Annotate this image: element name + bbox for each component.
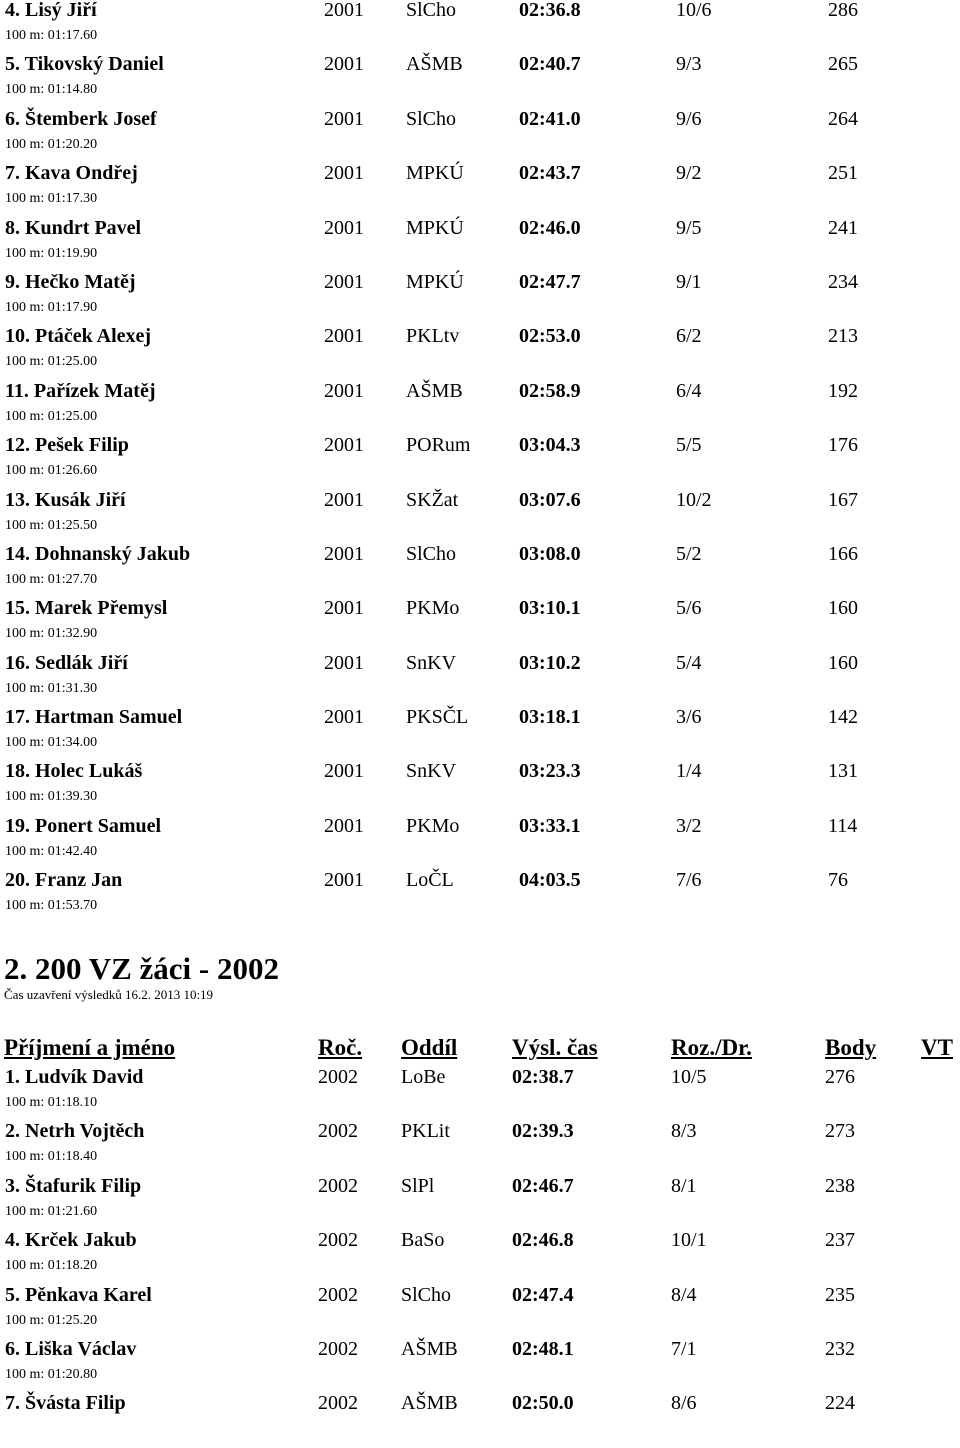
split-time: 100 m: 01:20.80 [5, 1366, 98, 1382]
club-code: PKLtv [406, 325, 460, 348]
birth-year: 2002 [318, 1283, 358, 1306]
points: 235 [825, 1283, 855, 1306]
club-code: PKLit [401, 1120, 450, 1143]
name-text: Holec Lukáš [35, 760, 143, 783]
rank: 4. [5, 1229, 20, 1252]
header-vt: VT [921, 1035, 953, 1060]
rank: 7. [5, 1392, 20, 1415]
points: 251 [828, 162, 858, 185]
points: 264 [828, 107, 858, 130]
birth-year: 2001 [324, 869, 364, 892]
name-text: Franz Jan [35, 869, 123, 892]
heat-lane: 8/6 [671, 1392, 697, 1415]
heat-lane: 10/1 [671, 1229, 707, 1252]
split-time: 100 m: 01:17.30 [5, 191, 98, 207]
name-text: Hečko Matěj [25, 270, 136, 293]
name-text: Hartman Samuel [35, 706, 183, 729]
section-title: 2. 200 VZ žáci - 2002 [4, 951, 279, 986]
birth-year: 2002 [318, 1392, 358, 1415]
club-code: AŠMB [401, 1392, 458, 1415]
header-time: Výsl. čas [512, 1035, 598, 1060]
header-points: Body [825, 1035, 877, 1060]
result-row [0, 870, 960, 924]
result-row [0, 1393, 960, 1447]
swimmer-name [5, 1393, 126, 1413]
heat-lane: 9/5 [676, 216, 702, 239]
points: 192 [828, 379, 858, 402]
swimmer-name [5, 1285, 152, 1305]
result-time: 02:36.8 [519, 0, 581, 21]
result-row [0, 1230, 960, 1284]
heat-lane: 8/3 [671, 1120, 697, 1143]
rank: 19. [5, 814, 30, 837]
club-code: SKŽat [406, 488, 459, 511]
split-time: 100 m: 01:26.60 [5, 463, 98, 479]
club-code: AŠMB [401, 1337, 458, 1360]
result-row [0, 381, 960, 435]
club-code: AŠMB [406, 379, 463, 402]
birth-year: 2001 [324, 597, 364, 620]
result-time: 02:43.7 [519, 162, 581, 185]
swimmer-name [5, 1339, 136, 1359]
name-text: Netrh Vojtěch [25, 1120, 145, 1143]
birth-year: 2001 [324, 814, 364, 837]
club-code: SlCho [406, 107, 457, 130]
swimmer-name [5, 490, 126, 510]
heat-lane: 9/6 [676, 107, 702, 130]
club-code: MPKÚ [406, 162, 464, 185]
heat-lane: 3/6 [676, 706, 702, 729]
name-text: Marek Přemysl [35, 597, 168, 620]
result-row [0, 435, 960, 489]
result-time: 03:23.3 [519, 760, 581, 783]
swimmer-name [5, 870, 122, 890]
points: 232 [825, 1337, 855, 1360]
result-time: 02:48.1 [512, 1337, 574, 1360]
club-code: SlCho [406, 542, 457, 565]
rank: 18. [5, 760, 30, 783]
birth-year: 2002 [318, 1066, 358, 1088]
heat-lane: 5/5 [676, 434, 702, 457]
club-code: SlCho [406, 0, 457, 21]
points: 166 [828, 542, 858, 565]
result-time: 02:41.0 [519, 107, 581, 130]
heat-lane: 5/6 [676, 597, 702, 620]
club-code: PKMo [406, 814, 460, 837]
name-text: Pařízek Matěj [33, 379, 156, 402]
rank: 17. [5, 706, 30, 729]
heat-lane: 10/5 [671, 1066, 707, 1088]
swimmer-name [5, 653, 128, 673]
heat-lane: 6/4 [676, 379, 702, 402]
name-text: Štafurik Filip [25, 1174, 142, 1197]
points: 234 [828, 270, 858, 293]
result-row [0, 54, 960, 108]
swimmer-name [5, 435, 129, 455]
swimmer-name [5, 544, 190, 564]
result-time: 03:33.1 [519, 814, 581, 837]
result-time: 03:18.1 [519, 706, 581, 729]
split-time: 100 m: 01:19.90 [5, 245, 98, 261]
rank: 2. [5, 1120, 20, 1143]
club-code: SnKV [406, 651, 457, 674]
swimmer-name [5, 1121, 144, 1141]
split-time: 100 m: 01:18.20 [5, 1258, 98, 1274]
birth-year: 2001 [324, 107, 364, 130]
result-time: 03:04.3 [519, 434, 581, 457]
rank: 3. [5, 1174, 20, 1197]
birth-year: 2002 [318, 1337, 358, 1360]
points: 276 [825, 1066, 855, 1088]
birth-year: 2001 [324, 0, 364, 21]
header-year: Roč. [318, 1035, 363, 1060]
points: 238 [825, 1174, 855, 1197]
club-code: SlPl [401, 1174, 435, 1197]
points: 142 [828, 706, 858, 729]
swimmer-name [5, 326, 151, 346]
result-time: 02:46.8 [512, 1229, 574, 1252]
club-code: BaSo [401, 1229, 445, 1252]
swimmer-name [5, 1176, 141, 1196]
split-time: 100 m: 01:17.60 [5, 28, 98, 43]
header-club: Oddíl [401, 1035, 458, 1060]
name-text: Ptáček Alexej [35, 325, 152, 348]
result-time: 03:08.0 [519, 542, 581, 565]
result-time: 02:40.7 [519, 53, 581, 76]
points: 237 [825, 1229, 855, 1252]
heat-lane: 9/3 [676, 53, 702, 76]
swimmer-name [5, 163, 138, 183]
split-time: 100 m: 01:25.20 [5, 1312, 98, 1328]
name-text: Pešek Filip [35, 434, 129, 457]
points: 160 [828, 651, 858, 674]
birth-year: 2001 [324, 434, 364, 457]
heat-lane: 9/1 [676, 270, 702, 293]
swimmer-name [5, 109, 157, 129]
points: 167 [828, 488, 858, 511]
result-time: 02:39.3 [512, 1120, 574, 1143]
results-closing-time: Čas uzavření výsledků 16.2. 2013 10:19 [4, 987, 214, 1002]
name-text: Kusák Jiří [35, 488, 126, 511]
results-block-2002 [0, 1067, 960, 1448]
points: 241 [828, 216, 858, 239]
birth-year: 2001 [324, 542, 364, 565]
result-time: 02:50.0 [512, 1392, 574, 1415]
heat-lane: 5/4 [676, 651, 702, 674]
result-row [0, 218, 960, 272]
name-text: Krček Jakub [25, 1229, 137, 1252]
split-time: 100 m: 01:14.80 [5, 82, 98, 98]
result-time: 02:58.9 [519, 379, 581, 402]
split-time: 100 m: 01:18.10 [5, 1095, 98, 1110]
points: 273 [825, 1120, 855, 1143]
heat-lane: 1/4 [676, 760, 702, 783]
rank: 5. [5, 1283, 20, 1306]
points: 224 [825, 1392, 855, 1415]
result-row [0, 653, 960, 707]
points: 176 [828, 434, 858, 457]
rank: 1. [5, 1066, 20, 1088]
result-row [0, 1067, 960, 1121]
rank: 15. [5, 597, 30, 620]
birth-year: 2001 [324, 53, 364, 76]
points: 76 [828, 869, 848, 892]
club-code: SnKV [406, 760, 457, 783]
name-text: Švásta Filip [25, 1392, 126, 1415]
club-code: PKSČL [406, 706, 469, 729]
header-heat: Roz./Dr. [671, 1035, 752, 1060]
result-time: 03:10.2 [519, 651, 581, 674]
swimmer-name [5, 218, 141, 238]
name-text: Kava Ondřej [25, 162, 138, 185]
birth-year: 2002 [318, 1120, 358, 1143]
result-row [0, 490, 960, 544]
club-code: MPKÚ [406, 270, 464, 293]
club-code: LoČL [406, 869, 454, 892]
result-row [0, 109, 960, 163]
club-code: LoBe [401, 1066, 446, 1088]
points: 213 [828, 325, 858, 348]
result-row [0, 544, 960, 598]
split-time: 100 m: 01:27.70 [5, 571, 98, 587]
swimmer-name [5, 598, 167, 618]
result-row [0, 0, 960, 54]
heat-lane: 3/2 [676, 814, 702, 837]
heat-lane: 7/1 [671, 1337, 697, 1360]
heat-lane: 8/1 [671, 1174, 697, 1197]
result-row [0, 1339, 960, 1393]
table-header [0, 1036, 960, 1062]
split-time: 100 m: 01:39.30 [5, 789, 98, 805]
swimmer-name [5, 381, 156, 401]
result-time: 03:07.6 [519, 488, 581, 511]
name-text: Tikovský Daniel [24, 53, 164, 76]
birth-year: 2002 [318, 1174, 358, 1197]
swimmer-name [5, 1067, 143, 1087]
name-text: Lisý Jiří [25, 0, 97, 21]
result-row [0, 816, 960, 870]
name-text: Sedlák Jiří [35, 651, 128, 674]
result-row [0, 1285, 960, 1339]
club-code: MPKÚ [406, 216, 464, 239]
rank: 14. [5, 542, 30, 565]
club-code: AŠMB [406, 53, 463, 76]
rank: 4. [5, 0, 20, 21]
header-name: Příjmení a jméno [4, 1035, 176, 1060]
points: 265 [828, 53, 858, 76]
swimmer-name [5, 54, 164, 74]
name-text: Ponert Samuel [35, 814, 162, 837]
split-time: 100 m: 01:32.90 [5, 626, 98, 642]
rank: 20. [5, 869, 30, 892]
name-text: Kundrt Pavel [25, 216, 142, 239]
rank: 6. [5, 1337, 20, 1360]
heat-lane: 7/6 [676, 869, 702, 892]
birth-year: 2001 [324, 651, 364, 674]
heat-lane: 10/6 [676, 0, 712, 21]
name-text: Liška Václav [25, 1337, 137, 1360]
split-time: 100 m: 01:25.50 [5, 517, 98, 533]
rank: 10. [5, 325, 30, 348]
birth-year: 2001 [324, 379, 364, 402]
rank: 12. [5, 434, 30, 457]
heat-lane: 8/4 [671, 1283, 697, 1306]
points: 131 [828, 760, 858, 783]
result-time: 04:03.5 [519, 869, 581, 892]
heat-lane: 6/2 [676, 325, 702, 348]
club-code: SlCho [401, 1283, 452, 1306]
heat-lane: 9/2 [676, 162, 702, 185]
result-row [0, 1121, 960, 1175]
name-text: Ludvík David [25, 1066, 144, 1088]
result-row [0, 163, 960, 217]
birth-year: 2001 [324, 760, 364, 783]
result-time: 02:38.7 [512, 1066, 574, 1088]
split-time: 100 m: 01:18.40 [5, 1149, 98, 1165]
rank: 5. [5, 53, 20, 76]
result-time: 02:47.4 [512, 1283, 574, 1306]
birth-year: 2002 [318, 1229, 358, 1252]
swimmer-name [5, 707, 182, 727]
rank: 9. [5, 270, 20, 293]
heat-lane: 5/2 [676, 542, 702, 565]
birth-year: 2001 [324, 162, 364, 185]
club-code: PKMo [406, 597, 460, 620]
birth-year: 2001 [324, 488, 364, 511]
result-time: 02:53.0 [519, 325, 581, 348]
heat-lane: 10/2 [676, 488, 712, 511]
split-time: 100 m: 01:42.40 [5, 843, 98, 859]
split-time: 100 m: 01:20.20 [5, 136, 98, 152]
result-time: 02:46.7 [512, 1174, 574, 1197]
result-time: 02:46.0 [519, 216, 581, 239]
result-row [0, 326, 960, 380]
result-time: 03:10.1 [519, 597, 581, 620]
birth-year: 2001 [324, 270, 364, 293]
split-time: 100 m: 01:17.90 [5, 299, 98, 315]
name-text: Štemberk Josef [25, 107, 157, 130]
result-row [0, 707, 960, 761]
result-time: 02:47.7 [519, 270, 581, 293]
swimmer-name [5, 761, 142, 781]
swimmer-name [5, 1230, 137, 1250]
birth-year: 2001 [324, 216, 364, 239]
result-row [0, 761, 960, 815]
rank: 11. [5, 379, 29, 402]
points: 114 [828, 814, 858, 837]
rank: 7. [5, 162, 20, 185]
split-time: 100 m: 01:31.30 [5, 680, 98, 696]
split-time: 100 m: 01:53.70 [5, 898, 98, 914]
club-code: PORum [406, 434, 471, 457]
result-row [0, 1176, 960, 1230]
points: 286 [828, 0, 858, 21]
result-row [0, 272, 960, 326]
rank: 13. [5, 488, 30, 511]
swimmer-name [5, 816, 161, 836]
birth-year: 2001 [324, 706, 364, 729]
birth-year: 2001 [324, 325, 364, 348]
rank: 6. [5, 107, 20, 130]
swimmer-name [5, 0, 97, 20]
split-time: 100 m: 01:25.00 [5, 354, 98, 370]
rank: 16. [5, 651, 30, 674]
split-time: 100 m: 01:25.00 [5, 408, 98, 424]
split-time: 100 m: 01:34.00 [5, 735, 98, 751]
rank: 8. [5, 216, 20, 239]
split-time: 100 m: 01:21.60 [5, 1203, 98, 1219]
points: 160 [828, 597, 858, 620]
name-text: Dohnanský Jakub [35, 542, 191, 565]
result-row [0, 598, 960, 652]
name-text: Pěnkava Karel [25, 1283, 152, 1306]
swimmer-name [5, 272, 136, 292]
